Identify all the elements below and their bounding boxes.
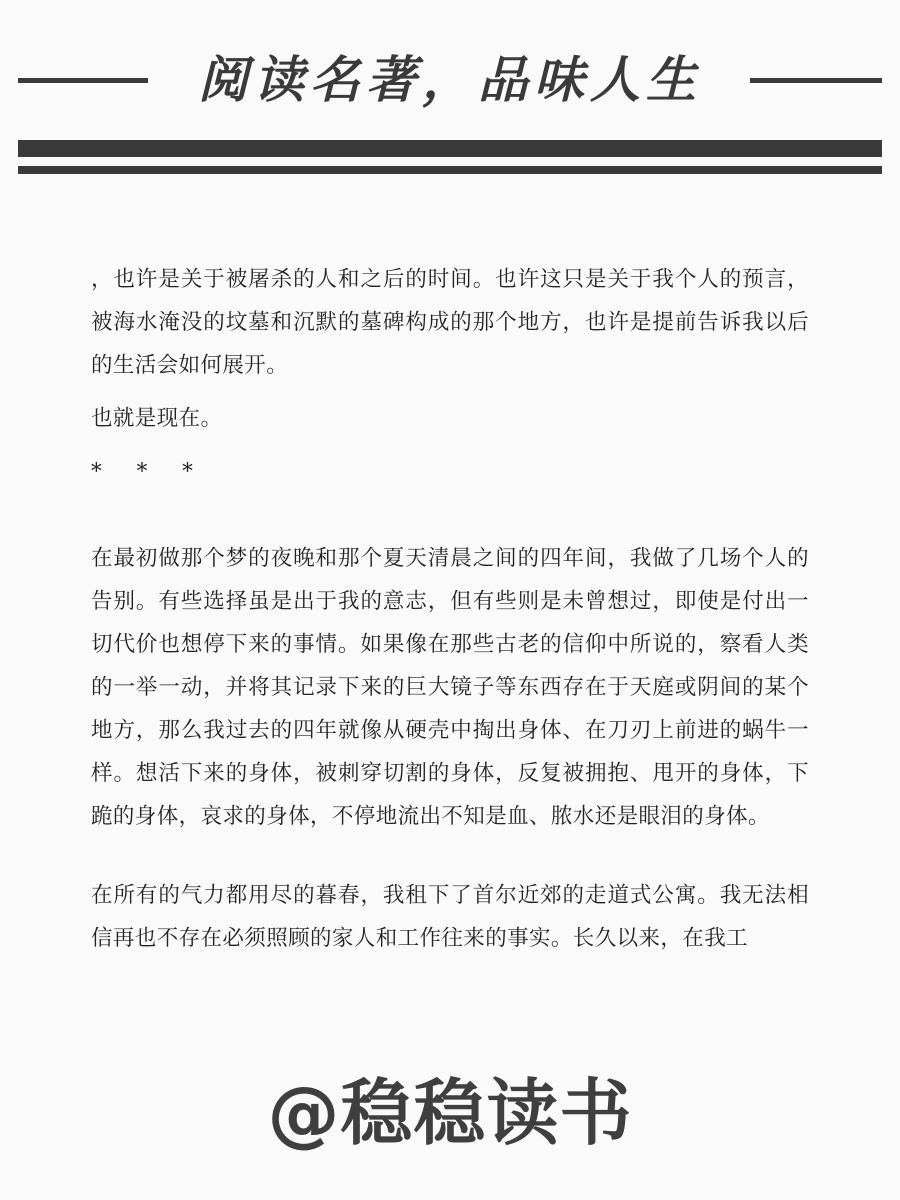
article-body <box>91 258 809 960</box>
page-title: 阅读名著，品味人生 <box>198 51 702 109</box>
paragraph: 在最初做那个梦的夜晚和那个夏天清晨之间的四年间，我做了几场个人的告别。有些选择虽是出于我的意志，但有些则是未曾想过，即使是付出一切代价也想停下来的事情。如果像在那些古老的信仰中所说的，察看人类的一举一动，并将其记录下来的巨大镜子等东西存在于天庭或阴间的某个地方，那么我过去的四年就像从硬壳中掏出身体、在刀刃上前进的蜗牛一样。想活下来的身体，被刺穿切割的身体，反复被拥抱、甩开的身体，下跪的身体，哀求的身体，不停地流出不知是血、脓水还是眼泪的身体。 <box>91 546 809 829</box>
divider-thick <box>18 140 882 157</box>
page-header <box>0 40 900 120</box>
paragraph: 在所有的气力都用尽的暮春，我租下了首尔近郊的走道式公寓。我无法相信再也不存在必须照顾的家人和工作往来的事实。长久以来，在我工 <box>91 883 809 951</box>
paragraph: ，也许是关于被屠杀的人和之后的时间。也许这只是关于我个人的预言，被海水淹没的坟墓和沉默的墓碑构成的那个地方，也许是提前告诉我以后的生活会如何展开。 <box>91 267 809 378</box>
header-rule-right <box>750 78 882 83</box>
section-break: * * * <box>91 459 207 484</box>
header-rule-left <box>18 78 148 83</box>
paragraph: 也就是现在。 <box>91 406 223 431</box>
divider-thin <box>18 166 882 174</box>
author-watermark: @稳稳读书 <box>267 1071 633 1155</box>
